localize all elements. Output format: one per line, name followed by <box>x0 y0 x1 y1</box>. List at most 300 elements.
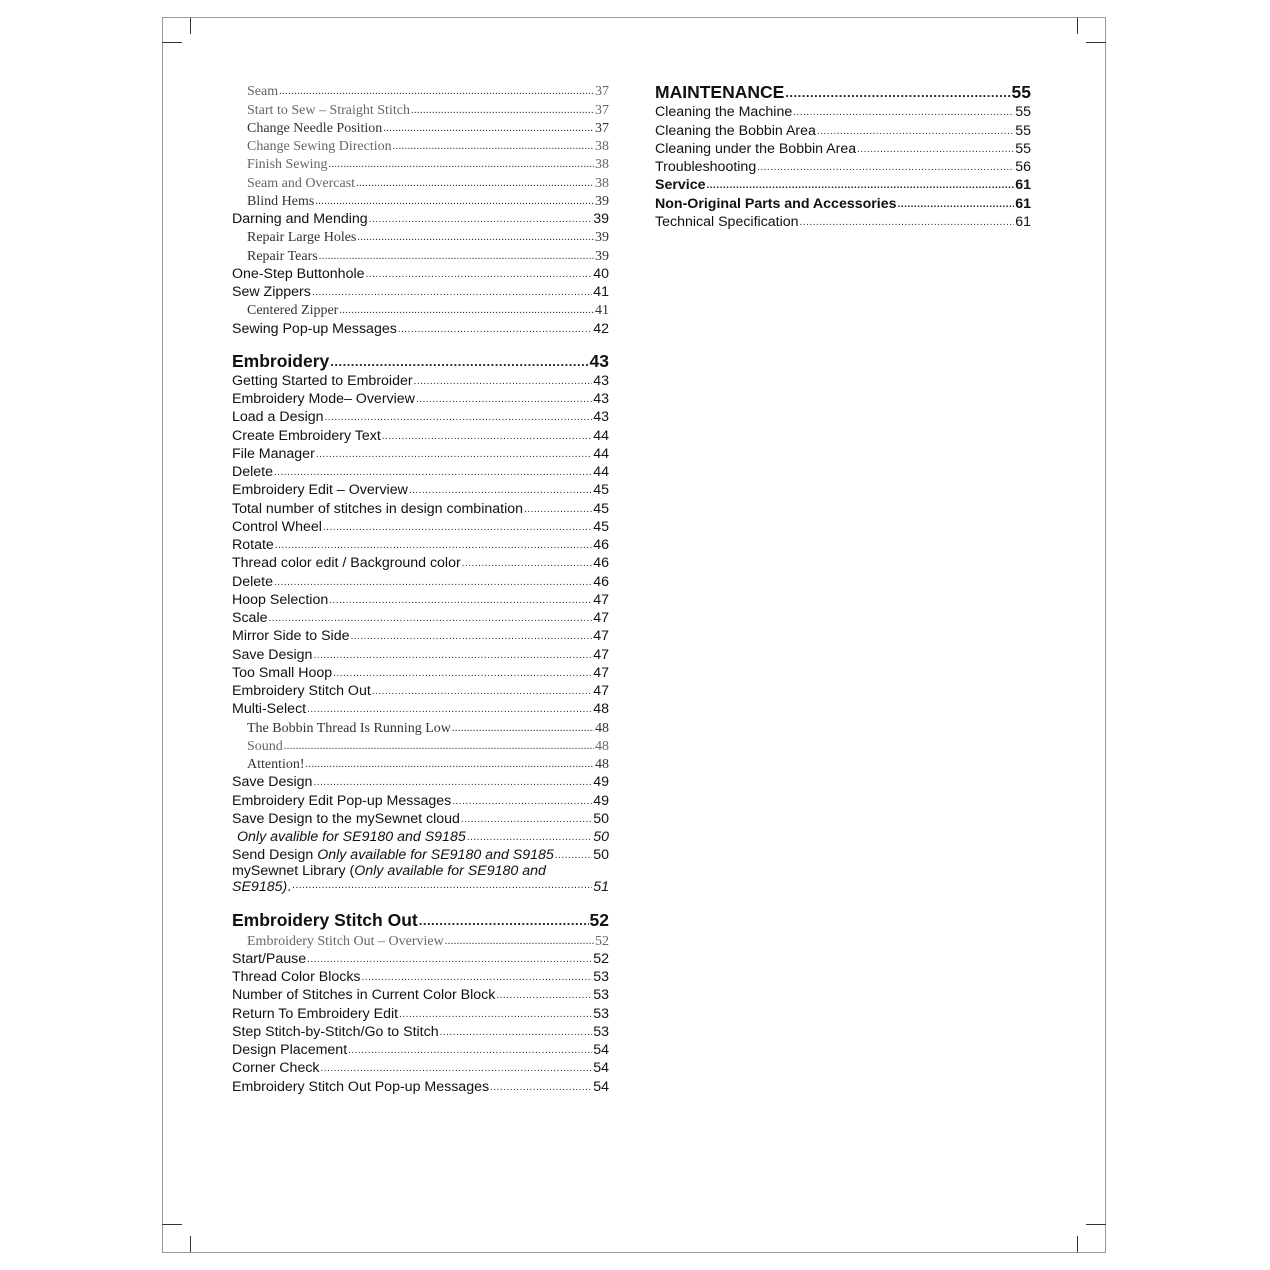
toc-entry-title-line2 <box>232 879 609 895</box>
toc-column-left <box>232 82 609 1096</box>
toc-entry-title <box>232 391 415 408</box>
toc-entry[interactable] <box>232 682 609 700</box>
toc-entry[interactable] <box>232 986 609 1004</box>
toc-entry-title <box>232 1079 489 1096</box>
crop-mark <box>162 1224 182 1225</box>
toc-entry-page: 44 <box>593 445 609 462</box>
toc-entry-title <box>237 829 466 846</box>
toc-entry[interactable] <box>655 158 1031 176</box>
toc-entry-title <box>655 82 784 103</box>
crop-mark <box>1077 18 1078 34</box>
dot-leader <box>707 180 1015 194</box>
dot-leader <box>312 287 592 301</box>
toc-entry-title <box>232 266 365 283</box>
toc-entry-title-text: Blind Hems <box>247 193 315 209</box>
toc-entry[interactable] <box>232 119 609 137</box>
toc-entry-title-text: Attention! <box>247 757 305 772</box>
toc-entry-title <box>232 592 328 609</box>
toc-entry-title-italic: SE9185) <box>232 878 288 895</box>
toc-entry-title <box>232 574 273 591</box>
toc-entry-page: 61 <box>1015 195 1031 212</box>
toc-entry-title <box>247 156 328 173</box>
toc-entry-title <box>247 102 410 119</box>
dot-leader <box>315 196 594 210</box>
toc-entry-title <box>232 793 451 810</box>
toc-entry-page: 47 <box>593 628 609 645</box>
dot-leader <box>362 972 593 986</box>
toc-entry-title-text: Troubleshooting <box>655 159 757 175</box>
toc-entry-title-text: Save Design <box>232 774 313 791</box>
dot-leader <box>467 832 592 846</box>
toc-entry-page: 42 <box>593 320 609 337</box>
toc-entry-title-line1 <box>232 864 609 879</box>
toc-entry-page: 55 <box>1015 104 1031 121</box>
dot-leader <box>398 324 592 338</box>
dot-leader <box>313 650 592 664</box>
dot-leader <box>800 217 1015 231</box>
toc-entry-title-text: Cleaning the Machine <box>655 104 793 121</box>
toc-entry-page: 52 <box>595 933 609 949</box>
toc-entry-title-text: Embroidery Stitch Out Pop-up Messages <box>232 1078 490 1095</box>
crop-mark <box>190 18 191 34</box>
toc-entry-page: 38 <box>595 175 609 191</box>
toc-entry-page: 48 <box>595 738 609 754</box>
toc-entry[interactable] <box>232 228 609 246</box>
toc-entry[interactable] <box>232 791 609 809</box>
toc-entry-title-text: MAINTENANCE <box>655 82 785 102</box>
toc-entry-page: 54 <box>593 1078 609 1095</box>
toc-entry-title-text: Delete <box>232 464 274 480</box>
toc-entry-page: 39 <box>595 248 609 264</box>
toc-entry-title <box>655 104 792 121</box>
toc-entry-title <box>247 175 355 192</box>
toc-entry-title-italic: Only available for SE9180 and S9185 <box>317 847 554 864</box>
toc-entry-page: 43 <box>593 372 609 389</box>
dot-leader <box>452 796 592 810</box>
toc-entry-page: 53 <box>593 1023 609 1040</box>
toc-entry[interactable] <box>232 554 609 572</box>
dot-leader <box>307 954 592 968</box>
toc-entry-title-text: Getting Started to Embroider <box>232 372 413 389</box>
toc-entry-title-text: Number of Stitches in Current Color Block <box>232 987 496 1004</box>
toc-entry-page: 45 <box>593 482 609 499</box>
dot-leader <box>452 723 594 737</box>
toc-entry-title-text: Scale <box>232 610 268 626</box>
dot-leader <box>445 936 594 950</box>
toc-entry-page: 47 <box>593 664 609 681</box>
dot-leader <box>411 105 594 119</box>
dot-leader <box>898 199 1015 213</box>
toc-entry-title <box>232 811 460 828</box>
toc-entry-title <box>247 738 283 755</box>
dot-leader <box>279 86 594 100</box>
toc-entry-title <box>247 138 392 155</box>
toc-entry[interactable] <box>232 372 609 390</box>
dot-leader <box>440 1027 593 1041</box>
toc-entry-title-text: Embroidery <box>232 350 330 371</box>
toc-entry-title-text: Centered Zipper <box>247 303 339 319</box>
toc-entry-title <box>232 910 418 931</box>
toc-entry-title-text: Cleaning under the Bobbin Area <box>655 140 857 157</box>
toc-entry-title <box>655 123 816 140</box>
dot-leader <box>793 107 1014 121</box>
toc-entry-page: 39 <box>593 211 609 227</box>
toc-entry[interactable] <box>232 1059 609 1077</box>
toc-entry-title-text: Finish Sewing <box>247 157 328 173</box>
toc-entry-title: . <box>287 878 292 895</box>
toc-entry[interactable] <box>232 390 609 408</box>
toc-entry[interactable] <box>232 1077 609 1095</box>
toc-entry[interactable] <box>232 846 609 864</box>
dot-leader <box>416 394 592 408</box>
toc-entry-page: 38 <box>595 157 609 173</box>
toc-entry[interactable] <box>232 591 609 609</box>
toc-entry-title-text: Embroidery Edit Pop-up Messages <box>232 792 452 809</box>
toc-entry-title <box>232 665 332 682</box>
toc-entry-title <box>232 610 268 627</box>
toc-entry[interactable] <box>232 755 609 773</box>
toc-entry[interactable] <box>232 518 609 536</box>
toc-entry-page: 47 <box>593 683 609 699</box>
dot-leader <box>462 558 593 572</box>
toc-entry-title-text: Rotate <box>232 537 274 553</box>
toc-section-heading[interactable] <box>232 910 609 931</box>
toc-entry-title <box>232 647 312 664</box>
toc-entry[interactable] <box>232 137 609 155</box>
dot-leader <box>461 814 592 828</box>
dot-leader <box>348 1045 592 1059</box>
toc-entry-title <box>232 464 273 481</box>
dot-leader <box>366 269 593 283</box>
toc-entry-title-text: Multi-Select <box>232 701 307 718</box>
toc-entry-page: 55 <box>1011 82 1031 102</box>
dot-leader <box>350 631 592 645</box>
toc-entry[interactable] <box>232 283 609 301</box>
toc-entry-title-text: Save Design to the mySewnet cloud <box>232 810 460 827</box>
toc-entry[interactable] <box>655 194 1031 212</box>
toc-entry-page: 45 <box>593 500 609 517</box>
toc-entry-title <box>247 83 278 100</box>
toc-entry-title-text: Cleaning the Bobbin Area <box>655 122 816 139</box>
toc-entry-title <box>232 409 324 426</box>
toc-entry-title <box>655 196 897 213</box>
dot-leader <box>330 354 588 372</box>
toc-section-heading[interactable] <box>232 351 609 372</box>
toc-entry-title <box>232 321 397 338</box>
toc-entry[interactable] <box>232 1004 609 1022</box>
toc-entry-title-text: Control Wheel <box>232 518 322 535</box>
dot-leader <box>496 990 592 1004</box>
toc-entry-page: 53 <box>593 1005 609 1022</box>
toc-entry-page: 50 <box>593 810 609 827</box>
toc-entry-page: 46 <box>593 573 609 590</box>
toc-entry-title-text: File Manager <box>232 445 315 462</box>
toc-entry-title-text: Sew Zippers <box>232 284 311 300</box>
toc-entry-title <box>232 969 361 986</box>
toc-entry-title <box>247 248 318 265</box>
toc-entry-title <box>655 177 706 194</box>
toc-entry-title <box>247 720 451 737</box>
toc-entry-page: 43 <box>593 391 609 407</box>
toc-entry-page: 55 <box>1015 140 1031 157</box>
toc-entry-title <box>247 229 356 246</box>
toc-entry-title <box>232 555 461 572</box>
toc-entry-page: 46 <box>593 537 609 553</box>
dot-leader <box>321 1063 593 1077</box>
toc-entry-page: 47 <box>593 591 609 608</box>
toc-entry-page: 48 <box>593 701 609 718</box>
toc-entry-title <box>232 446 315 463</box>
toc-entry-title <box>232 482 408 499</box>
toc-entry-title-text: Start/Pause <box>232 950 307 967</box>
toc-entry-title-text: Return To Embroidery Edit <box>232 1005 399 1022</box>
dot-leader <box>333 668 592 682</box>
toc-entry-title <box>655 214 799 231</box>
toc-entry-title-text: Total number of stitches in design combination <box>232 500 524 517</box>
toc-entry-title: mySewnet Library ( <box>232 863 355 880</box>
dot-leader <box>399 1009 592 1023</box>
toc-entry-page: 53 <box>593 987 609 1004</box>
toc-entry-title <box>232 1060 320 1077</box>
toc-entry[interactable] <box>232 426 609 444</box>
dot-leader <box>323 522 592 536</box>
toc-entry-page: 47 <box>593 610 609 626</box>
toc-entry-title <box>232 951 306 968</box>
toc-entry-page: 37 <box>595 120 609 136</box>
toc-entry[interactable] <box>232 810 609 828</box>
dot-leader <box>319 251 594 265</box>
toc-entry[interactable] <box>232 700 609 718</box>
dot-leader <box>555 850 592 864</box>
dot-leader <box>757 162 1014 176</box>
toc-entry[interactable] <box>232 718 609 736</box>
toc-entry[interactable] <box>232 82 609 100</box>
toc-entry-page: 45 <box>593 518 609 535</box>
toc-entry-title-text: Sewing Pop-up Messages <box>232 320 397 337</box>
toc-entry-page: 43 <box>589 350 609 371</box>
toc-entry[interactable] <box>232 864 609 894</box>
toc-entry-page: 52 <box>593 950 609 967</box>
toc-entry-title <box>655 141 856 158</box>
dot-leader <box>382 431 592 445</box>
toc-entry-page: 50 <box>593 847 609 864</box>
dot-leader <box>372 686 592 700</box>
toc-entry[interactable] <box>232 301 609 319</box>
toc-entry-page: 50 <box>593 829 609 845</box>
toc-entry-page: 48 <box>595 757 609 772</box>
toc-entry-page: 37 <box>595 84 609 100</box>
crop-mark <box>190 1236 191 1252</box>
dot-leader <box>292 879 592 895</box>
dot-leader <box>524 504 592 518</box>
dot-leader <box>383 123 594 137</box>
crop-mark <box>1077 1236 1078 1252</box>
toc-entry[interactable] <box>232 950 609 968</box>
crop-mark <box>1086 1224 1106 1225</box>
toc-entry-title-text: Embroidery Mode– Overview <box>232 391 415 407</box>
toc-entry-title-text: Embroidery Stitch Out <box>232 683 371 699</box>
toc-entry-page: 48 <box>595 720 609 736</box>
toc-entry-title-text: Start to Sew – Straight Stitch <box>247 102 410 118</box>
toc-entry[interactable] <box>232 609 609 627</box>
toc-entry[interactable] <box>232 173 609 191</box>
toc-entry[interactable] <box>655 176 1031 194</box>
toc-entry[interactable] <box>232 100 609 118</box>
toc-entry-title-text: One-Step Buttonhole <box>232 265 365 282</box>
dot-leader <box>409 485 592 499</box>
toc-entry-title-text: Only avalible for SE9180 and S9185 <box>237 829 466 845</box>
toc-entry[interactable] <box>655 140 1031 158</box>
dot-leader <box>274 577 592 591</box>
dot-leader <box>490 1082 592 1096</box>
toc-entry-title <box>247 302 338 319</box>
dot-leader <box>357 232 594 246</box>
toc-entry[interactable] <box>232 319 609 337</box>
toc-entry[interactable] <box>232 463 609 481</box>
toc-entry[interactable] <box>232 246 609 264</box>
toc-entry-page: 41 <box>593 284 609 300</box>
toc-entry[interactable] <box>232 499 609 517</box>
dot-leader <box>284 741 594 755</box>
dot-leader <box>356 178 594 192</box>
toc-entry[interactable] <box>232 192 609 210</box>
toc-entry-page: 61 <box>1015 213 1031 230</box>
toc-entry-title-italic: Only available for SE9180 and <box>354 863 546 880</box>
section-gap <box>232 338 609 351</box>
toc-entry-page: 37 <box>595 102 609 118</box>
toc-entry-title-text: Delete <box>232 573 274 590</box>
toc-entry-page: 39 <box>595 193 609 209</box>
toc-entry-title <box>232 701 306 718</box>
toc-entry-page: 41 <box>595 303 609 319</box>
toc-section-heading[interactable] <box>655 82 1031 103</box>
toc-entry-title-text: Too Small Hoop <box>232 664 333 681</box>
toc-entry[interactable] <box>232 536 609 554</box>
toc-entry[interactable] <box>232 481 609 499</box>
toc-entry-page: 44 <box>593 464 609 480</box>
toc-entry[interactable] <box>232 155 609 173</box>
toc-entry[interactable] <box>232 1041 609 1059</box>
toc-entry-title-text: Seam <box>247 84 279 100</box>
toc-entry[interactable] <box>232 408 609 426</box>
dot-leader <box>414 376 593 390</box>
toc-entry[interactable] <box>232 773 609 791</box>
dot-leader <box>785 85 1010 103</box>
dot-leader <box>817 126 1014 140</box>
toc-entry-page: 49 <box>593 792 609 809</box>
toc-entry-title-text: Thread color edit / Background color <box>232 555 461 572</box>
toc-entry-title-text: Change Needle Position <box>247 120 383 136</box>
toc-entry-title-text: Sound <box>247 738 283 754</box>
toc-entry-title-text: Embroidery Stitch Out <box>232 910 418 931</box>
toc-entry-page: 38 <box>595 139 609 154</box>
crop-mark <box>162 42 182 43</box>
toc-entry-title <box>232 428 381 445</box>
toc-entry-page: 54 <box>593 1042 609 1058</box>
toc-entry-title <box>232 683 371 700</box>
toc-entry[interactable] <box>232 828 609 846</box>
toc-entry-page: 51 <box>593 878 609 895</box>
toc-entry-title <box>232 519 322 536</box>
toc-entry-title <box>232 501 523 518</box>
toc-entry-title-text: Embroidery Edit – Overview <box>232 482 408 499</box>
toc-entry-title-text: Load a Design <box>232 409 324 426</box>
toc-entry-title <box>247 120 382 137</box>
dot-leader <box>329 595 592 609</box>
dot-leader <box>307 704 592 718</box>
dot-leader <box>339 305 594 319</box>
toc-entry-page: 43 <box>593 409 609 426</box>
dot-leader <box>325 412 593 426</box>
toc-entry-title-text: Change Sewing Direction <box>247 139 392 154</box>
toc-entry[interactable] <box>232 627 609 645</box>
toc-entry-title-text: Design Placement <box>232 1042 348 1058</box>
dot-leader <box>269 613 593 627</box>
toc-entry[interactable] <box>232 445 609 463</box>
toc-entry-title <box>232 537 274 554</box>
toc-entry-page: 52 <box>589 910 609 931</box>
toc-entry-title <box>232 211 368 228</box>
toc-entry-title <box>232 1024 439 1041</box>
toc-entry[interactable] <box>655 121 1031 139</box>
toc-entry-title <box>247 933 444 950</box>
dot-leader <box>306 759 594 773</box>
toc-entry-title-text: Technical Specification <box>655 213 799 230</box>
dot-leader <box>313 777 592 791</box>
toc-entry-title-text: Thread Color Blocks <box>232 969 361 985</box>
crop-mark <box>1086 42 1106 43</box>
toc-entry-title-text: Save Design <box>232 646 313 663</box>
toc-entry-page: 56 <box>1015 159 1031 175</box>
toc-entry-title-text: Corner Check <box>232 1060 320 1077</box>
toc-entry[interactable] <box>232 931 609 949</box>
toc-entry-page: 46 <box>593 555 609 572</box>
toc-entry[interactable] <box>232 1023 609 1041</box>
toc-entry[interactable] <box>655 103 1031 121</box>
dot-leader <box>419 913 589 931</box>
toc-entry-title <box>232 847 554 864</box>
toc-entry-title-text: Send Design <box>232 847 318 864</box>
toc-entry[interactable] <box>232 645 609 663</box>
toc-entry[interactable] <box>232 572 609 590</box>
toc-entry-title-text: Service <box>655 177 706 194</box>
toc-entry-title-text: Seam and Overcast <box>247 175 356 191</box>
toc-entry-title-text: Non-Original Parts and Accessories <box>655 195 897 212</box>
toc-entry-title-text: Hoop Selection <box>232 591 329 608</box>
toc-entry[interactable] <box>232 664 609 682</box>
toc-entry-page: 61 <box>1015 177 1031 194</box>
toc-entry[interactable] <box>232 737 609 755</box>
toc-entry-title-text: Create Embroidery Text <box>232 427 381 444</box>
toc-entry[interactable] <box>232 210 609 228</box>
dot-leader <box>329 159 594 173</box>
toc-entry-page: 55 <box>1015 122 1031 139</box>
toc-entry-title-text: Step Stitch-by-Stitch/Go to Stitch <box>232 1023 439 1040</box>
toc-entry-title <box>232 774 312 791</box>
toc-entry[interactable] <box>232 968 609 986</box>
toc-entry[interactable] <box>655 213 1031 231</box>
toc-entry-title <box>232 987 495 1004</box>
toc-entry-title <box>232 373 413 390</box>
toc-column-right <box>655 82 1031 231</box>
toc-entry-page: 40 <box>593 265 609 282</box>
toc-entry[interactable] <box>232 265 609 283</box>
toc-entry-title <box>247 756 305 773</box>
dot-leader <box>369 214 593 228</box>
toc-entry-title <box>247 193 314 210</box>
dot-leader <box>275 540 592 554</box>
toc-entry-title-text: Mirror Side to Side <box>232 628 350 645</box>
